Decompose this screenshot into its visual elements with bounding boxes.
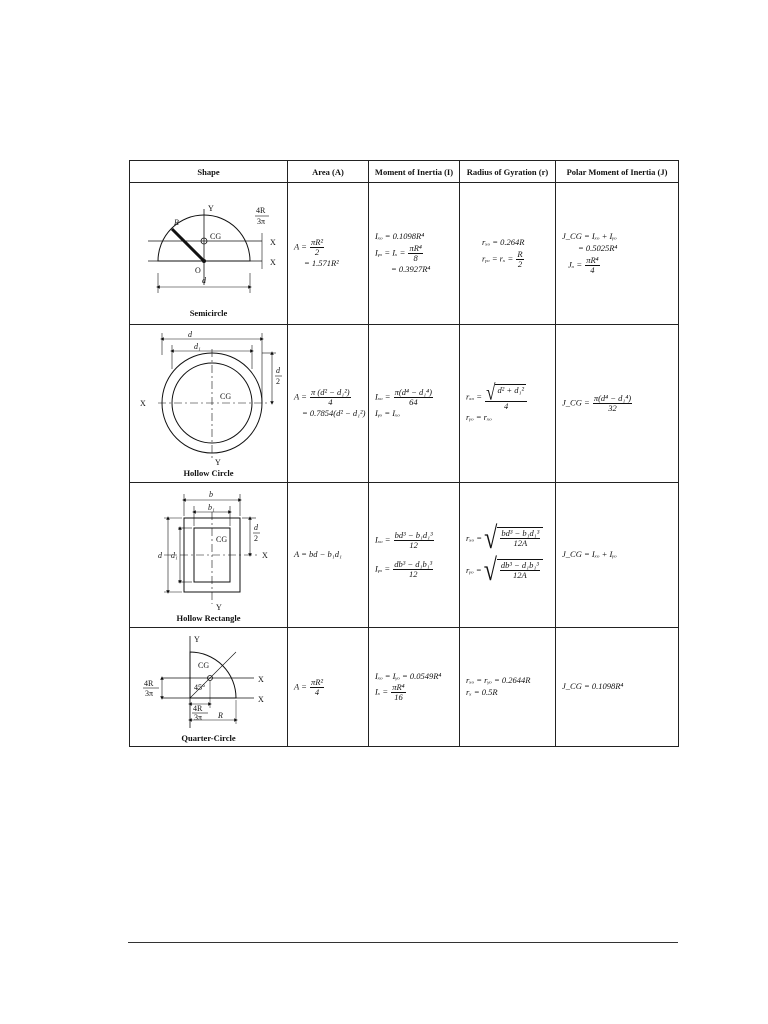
hollow-circle-radius <box>460 325 556 483</box>
polar-den: 32 <box>608 403 617 413</box>
header-moment-of-inertia: Moment of Inertia (I) <box>369 161 460 183</box>
row-hollow-rectangle <box>130 483 679 628</box>
header-radius-of-gyration: Radius of Gyration (r) <box>460 161 556 183</box>
radius-line-1: rₓₒ = rᵧₒ = 0.2644R <box>466 675 531 686</box>
semicircle-moment <box>369 183 460 325</box>
moment-line-2-lhs: Iᵧₒ = Iₓ = <box>375 247 406 258</box>
moment-line-1: Iₓₒ = 0.1098R⁴ <box>375 231 425 242</box>
semicircle-xo-label: X <box>269 238 276 247</box>
hollow-rect-b1-label: b₁ <box>207 502 215 512</box>
hollow-rect-cg-label: CG <box>215 534 227 544</box>
moment-line-1-num: π(d⁴ − d₁⁴) <box>394 387 432 398</box>
moment-line-1-den: 12 <box>409 540 418 551</box>
radius-line-1-num: d² + d₁² <box>495 384 526 401</box>
area-lhs: A = <box>294 680 307 691</box>
polar-line-3-den: 4 <box>590 264 595 275</box>
hollow-rectangle-diagram-cell <box>130 483 288 628</box>
moment-line-2-num: πR⁴ <box>392 682 405 693</box>
section-properties-table <box>129 160 679 747</box>
sqrt-icon: √ <box>486 380 496 406</box>
quarter-circle-area <box>288 628 369 747</box>
moment-line-2-num: db³ − d₁b₁³ <box>394 559 433 569</box>
quarter-circle-dim-den-bottom: 3π <box>193 712 202 722</box>
hollow-circle-half-den: 2 <box>275 377 280 386</box>
hollow-circle-diagram-cell <box>130 325 288 483</box>
quarter-circle-r-label: R <box>217 710 223 720</box>
sqrt-icon: √ <box>483 554 497 588</box>
area-num: π (d² − d₁²) <box>311 387 350 398</box>
quarter-circle-xo-label: X <box>257 674 264 684</box>
hollow-circle-xo-label: X <box>139 399 146 408</box>
semicircle-polar <box>556 183 679 325</box>
radius-line-2-den: 12A <box>513 569 527 580</box>
polar-line-2: = 0.5025R⁴ <box>578 243 618 254</box>
quarter-circle-diagram-cell <box>130 628 288 747</box>
hollow-rectangle-moment <box>369 483 460 628</box>
polar-lhs: J_CG = <box>562 397 590 408</box>
radius-line-1-num: bd³ − b₁d₁³ <box>501 528 540 538</box>
area-alt: = 1.571R² <box>304 258 339 269</box>
hollow-rect-xo-label: X <box>261 550 268 560</box>
quarter-circle-polar <box>556 628 679 747</box>
area-lhs: A = <box>294 391 307 402</box>
header-area: Area (A) <box>288 161 369 183</box>
shape-name-hollow-circle: Hollow Circle <box>183 468 234 478</box>
semicircle-x-label: X <box>269 258 276 267</box>
quarter-circle-moment <box>369 628 460 747</box>
moment-line-2: Iᵧₒ = Iₓₒ <box>375 408 400 419</box>
semicircle-area <box>288 183 369 325</box>
hollow-rect-b-label: b <box>208 489 213 499</box>
moment-line-2-den: 16 <box>394 692 403 703</box>
hollow-rect-yo-label: Y <box>215 602 222 612</box>
hollow-rect-half-num: d <box>253 522 258 532</box>
semicircle-yo-label: Y <box>207 204 214 213</box>
area-num: πR² <box>311 237 324 248</box>
moment-line-1-den: 64 <box>409 397 418 408</box>
area-den: 2 <box>314 247 320 258</box>
radius-line-2-lhs: rᵧₒ = rₓ = <box>482 253 514 264</box>
hollow-circle-yo-label: Y <box>214 458 221 467</box>
moment-line-2-den: 8 <box>413 253 418 263</box>
hollow-rectangle-radius <box>460 483 556 628</box>
polar-line-3-lhs: Jₒ = <box>568 259 583 270</box>
moment-line-2-den: 12 <box>408 568 418 579</box>
hollow-circle-d1-label: d₁ <box>193 342 201 351</box>
area-lhs: A = <box>294 241 307 252</box>
moment-line-1-lhs: Iₓₒ = <box>375 534 391 545</box>
area-den: 4 <box>314 686 320 697</box>
quarter-circle-dim-num-bottom: 4R <box>192 703 202 713</box>
semicircle-r-label: R <box>173 218 179 227</box>
polar-text: J_CG = Iₓₒ + Iᵧₒ <box>562 549 617 560</box>
quarter-circle-angle-label: 45° <box>193 682 205 692</box>
semicircle-cg-label: CG <box>209 232 221 241</box>
radius-line-2: rᵧₒ = rₓₒ <box>466 412 492 423</box>
header-row <box>130 161 679 183</box>
hollow-circle-moment <box>369 325 460 483</box>
moment-line-1-num: bd³ − b₁d₁³ <box>394 530 433 541</box>
sqrt-icon: √ <box>484 522 498 556</box>
quarter-circle-dim-num-left: 4R <box>143 678 153 688</box>
moment-line-3: = 0.3927R⁴ <box>391 263 431 274</box>
semicircle-diagram <box>134 189 284 307</box>
polar-line-3-num: πR⁴ <box>586 254 599 265</box>
area-den: 4 <box>328 397 333 408</box>
radius-line-1: rₓₒ = 0.264R <box>482 237 525 248</box>
row-quarter-circle <box>130 628 679 747</box>
semicircle-dim-den: 3π <box>256 217 265 226</box>
quarter-circle-x-label: X <box>257 694 264 704</box>
radius-line-2-num: db³ − d₁b₁³ <box>500 560 539 570</box>
row-semicircle <box>130 183 679 325</box>
area-alt: = 0.7854(d² − d₁²) <box>302 408 366 419</box>
hollow-rect-d-label: d <box>157 550 162 560</box>
quarter-circle-dim-den-left: 3π <box>144 688 153 698</box>
hollow-circle-half-num: d <box>275 366 280 375</box>
semicircle-d-label: d <box>201 276 206 285</box>
area-text: A = bd − b₁d₁ <box>294 549 342 560</box>
semicircle-o-label: O <box>194 266 201 275</box>
header-polar-moment: Polar Moment of Inertia (J) <box>556 161 679 183</box>
radius-line-1-den: 4 <box>503 401 509 412</box>
shape-name-semicircle: Semicircle <box>189 308 228 318</box>
hollow-circle-area <box>288 325 369 483</box>
radius-line-1-lhs: rₓₒ = <box>466 391 483 402</box>
semicircle-diagram-cell <box>130 183 288 325</box>
hollow-rectangle-area <box>288 483 369 628</box>
hollow-circle-diagram <box>134 329 284 467</box>
semicircle-dim-num: 4R <box>255 206 265 215</box>
moment-line-2-num: πR⁴ <box>409 243 422 254</box>
moment-line-1-lhs: Iₓₒ = <box>375 391 391 402</box>
shape-name-hollow-rectangle: Hollow Rectangle <box>176 612 241 623</box>
hollow-rect-d1-label: d₁ <box>170 550 178 560</box>
hollow-circle-polar <box>556 325 679 483</box>
area-num: πR² <box>311 676 324 687</box>
hollow-circle-cg-label: CG <box>219 392 231 401</box>
footer-rule <box>128 942 678 943</box>
quarter-circle-yo-label: Y <box>193 634 200 644</box>
quarter-circle-cg-label: CG <box>197 660 209 670</box>
shape-name-quarter-circle: Quarter-Circle <box>181 732 236 743</box>
quarter-circle-radius <box>460 628 556 747</box>
polar-line-1: J_CG = Iₓₒ + Iᵧₒ <box>562 231 617 242</box>
radius-line-1-den: 12A <box>513 537 528 548</box>
radius-line-2-den: 2 <box>517 258 523 269</box>
radius-line-1-lhs: rₓₒ = <box>466 532 483 543</box>
radius-line-2-num: R <box>517 248 523 259</box>
moment-line-2-lhs: Iᵧₒ = <box>375 563 391 574</box>
moment-line-2-lhs: Iₓ = <box>375 686 389 697</box>
polar-text: J_CG = 0.1098R⁴ <box>562 681 624 692</box>
header-shape: Shape <box>130 161 288 183</box>
radius-line-2: rₓ = 0.5R <box>466 687 498 697</box>
hollow-rectangle-polar <box>556 483 679 628</box>
hollow-circle-d-label: d <box>187 330 192 339</box>
row-hollow-circle <box>130 325 679 483</box>
hollow-rectangle-diagram <box>134 488 284 612</box>
quarter-circle-diagram <box>134 632 284 732</box>
semicircle-radius <box>460 183 556 325</box>
polar-num: π(d⁴ − d₁⁴) <box>593 393 632 404</box>
moment-line-1: Iₓₒ = Iᵧₒ = 0.0549R⁴ <box>375 670 442 681</box>
hollow-rect-half-den: 2 <box>253 533 258 543</box>
radius-line-2-lhs: rᵧₒ = <box>466 564 482 575</box>
